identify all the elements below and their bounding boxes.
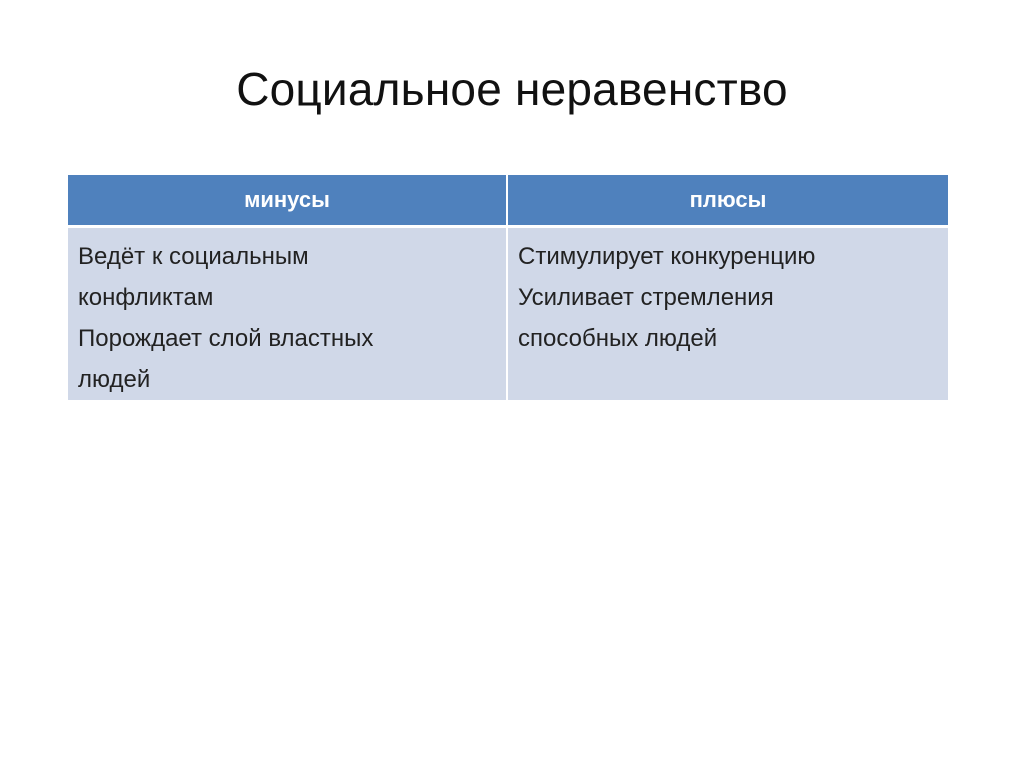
minuses-line: людей <box>78 366 151 393</box>
minuses-line: Порождает слой властных <box>78 325 374 352</box>
pros-cons-table <box>68 175 948 400</box>
minuses-cell <box>68 228 508 400</box>
minuses-line: конфликтам <box>78 284 214 311</box>
pluses-cell <box>508 228 948 400</box>
header-pluses: плюсы <box>689 187 767 212</box>
pluses-line: Стимулирует конкуренцию <box>518 243 816 270</box>
table-header-row <box>68 175 948 225</box>
slide-title: Социальное неравенство <box>236 63 788 115</box>
table-body-row <box>68 225 948 400</box>
minuses-line: Ведёт к социальным <box>78 243 309 270</box>
pluses-line: способных людей <box>518 325 718 352</box>
header-minuses: минусы <box>68 175 508 225</box>
pluses-line: Усиливает стремления <box>518 284 774 311</box>
